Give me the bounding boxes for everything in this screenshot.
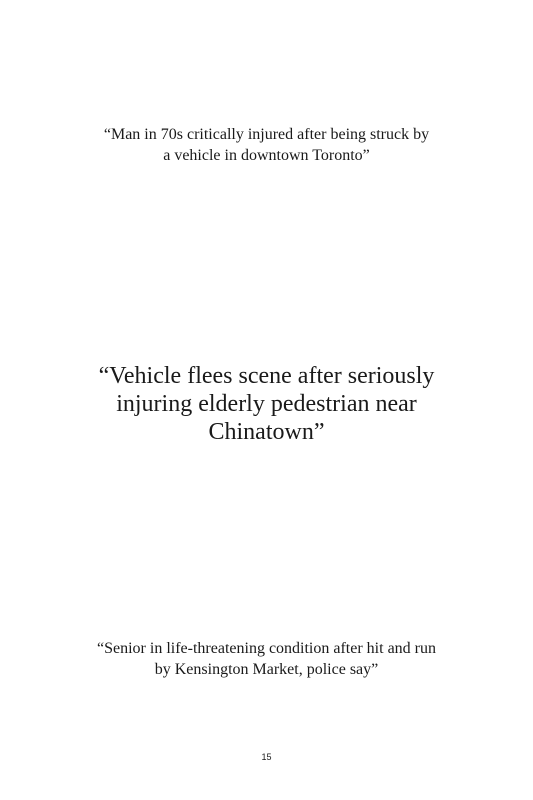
quote-line: “Man in 70s critically injured after being struck by xyxy=(103,126,430,143)
headline-quote-top xyxy=(0,124,533,166)
headline-quote-middle xyxy=(0,362,533,446)
quote-line: Chinatown” xyxy=(208,419,325,445)
quote-line: “Senior in life-threatening condition after hit and run xyxy=(97,640,436,657)
quote-line: “Vehicle flees scene after seriously xyxy=(98,363,435,389)
quote-line: by Kensington Market, police say” xyxy=(154,661,379,678)
headline-quote-bottom xyxy=(0,638,533,680)
page-number: 15 xyxy=(261,752,272,762)
quote-line: a vehicle in downtown Toronto” xyxy=(163,147,370,164)
quote-line: injuring elderly pedestrian near xyxy=(116,391,417,417)
